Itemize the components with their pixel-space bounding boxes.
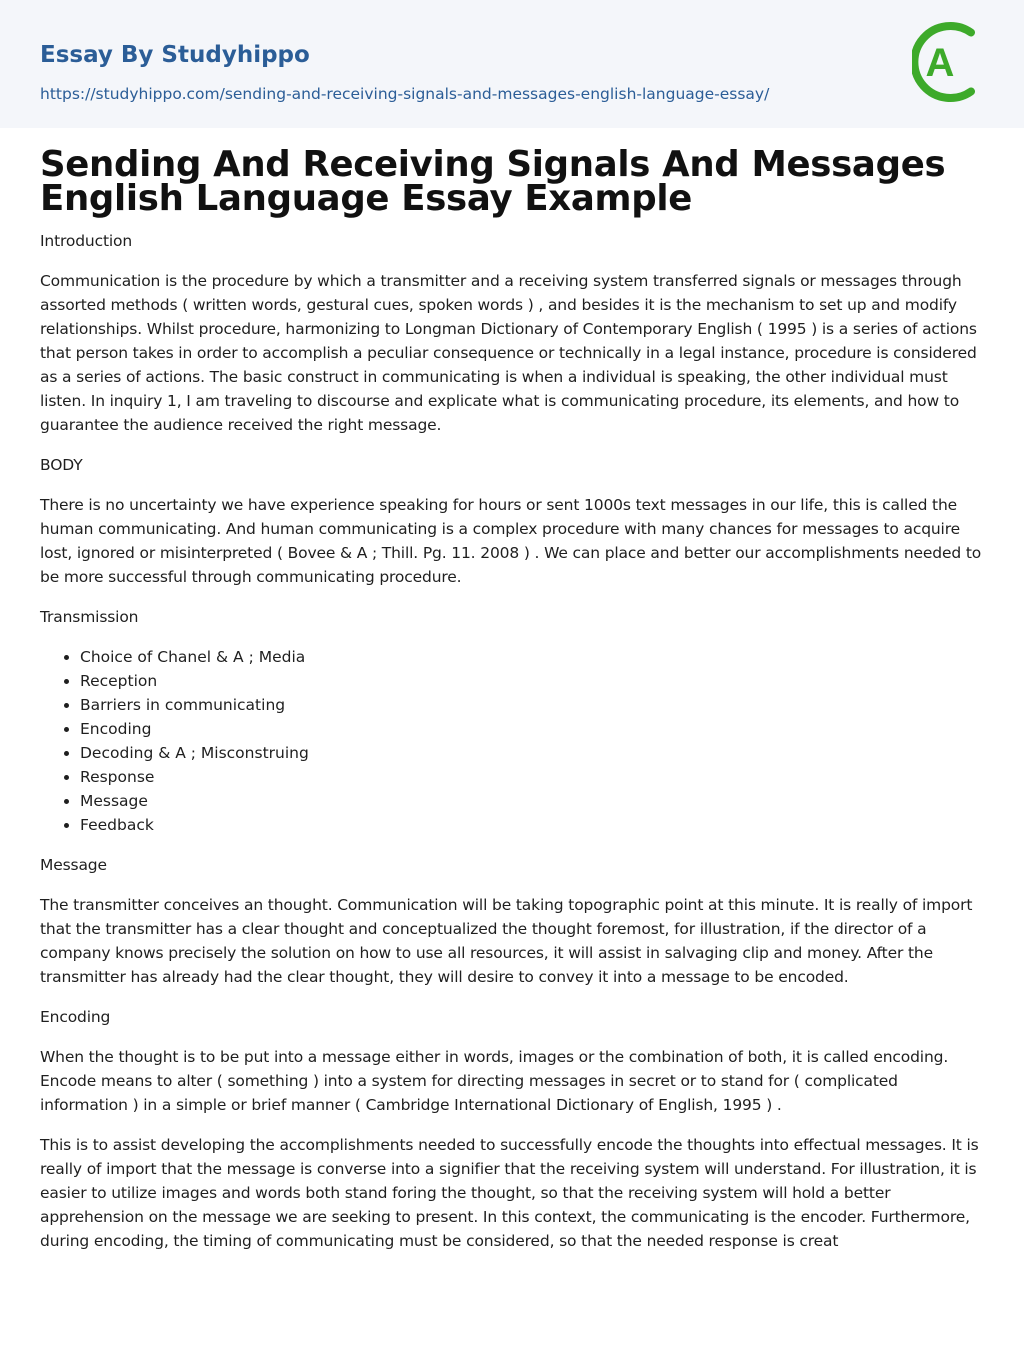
paragraph-body: There is no uncertainty we have experience speaking for hours or sent 1000s text messages in our life, this is called the human communicating. And human communicating is a complex procedure with many chances for messages to acquire lost, ignored or misinterpreted ( Bovee & A ; Thill. Pg. 11. 2008 ) . We can place and better our accomplishments needed to be more successful through communicating procedure. [40,496,982,586]
source-url-link[interactable]: https://studyhippo.com/sending-and-receiving-signals-and-messages-english-language-essay/ [40,85,770,103]
site-brand[interactable]: Essay By Studyhippo [40,42,310,68]
list-item: • Feedback [80,813,985,837]
logo-letter: A [925,41,955,85]
introduction-heading: Introduction [40,232,133,250]
transmission-list [40,645,985,837]
article-content [40,144,985,1269]
list-item: • Reception [80,669,985,693]
list-item: • Encoding [80,717,985,741]
encoding-heading: Encoding [40,1008,111,1026]
studyhippo-logo-icon[interactable] [912,20,986,104]
paragraph-message: The transmitter conceives an thought. Communication will be taking topographic point at this minute. It is really of import that the transmitter has a clear thought and conceptualized the thought foremost, for illustration, if the director of a company knows precisely the solution on how to use all resources, it will assist in salvaging clip and money. After the transmitter has already had the clear thought, they will desire to convey it into a message to be encoded. [40,896,973,986]
list-item: • Message [80,789,985,813]
paragraph-encoding-continued: This is to assist developing the accomplishments needed to successfully encode the thoughts into effectual messages. It is really of import that the message is converse into a signifier that the receiving system will understand. For illustration, it is easier to utilize images and words both stand foring the thought, so that the receiving system will hold a better apprehension on the message we are seeking to present. In this context, the communicating is the encoder. Furthermore, during encoding, the timing of communicating must be considered, so that the needed response is creat [40,1136,979,1250]
article-title: Sending And Receiving Signals And Messages English Language Essay Example [40,144,946,219]
paragraph-encoding: When the thought is to be put into a message either in words, images or the combination of both, it is called encoding. Encode means to alter ( something ) into a system for directing messages in secret or to stand for ( complicated information ) in a simple or brief manner ( Cambridge International Dictionary of English, 1995 ) . [40,1048,949,1114]
body-heading: BODY [40,456,83,474]
list-item: • Choice of Chanel & A ; Media [80,645,985,669]
message-heading: Message [40,856,107,874]
list-item: • Decoding & A ; Misconstruing [80,741,985,765]
paragraph-introduction: Communication is the procedure by which a transmitter and a receiving system transferred signals or messages through assorted methods ( written words, gestural cues, spoken words ) , and besides it is the mechanism to set up and modify relationships. Whilst procedure, harmonizing to Longman Dictionary of Contemporary English ( 1995 ) is a series of actions that person takes in order to accomplish a peculiar consequence or technically in a legal instance, procedure is considered as a series of actions. The basic construct in communicating is when a individual is speaking, the other individual must listen. In inquiry 1, I am traveling to discourse and explicate what is communicating procedure, its elements, and how to guarantee the audience received the right message. [40,272,977,434]
transmission-heading: Transmission [40,608,139,626]
list-item: • Barriers in communicating [80,693,985,717]
site-header [0,0,1024,128]
list-item: • Response [80,765,985,789]
